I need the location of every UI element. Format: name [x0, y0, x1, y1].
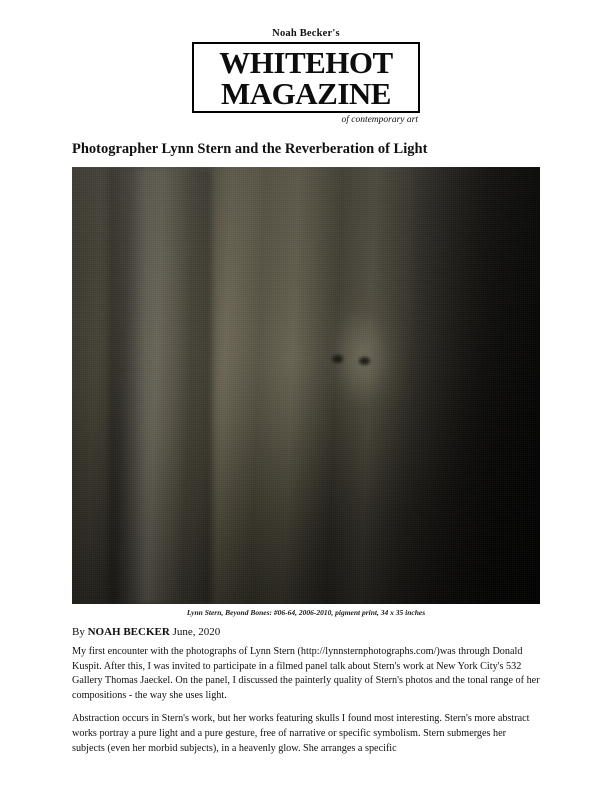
masthead-inner — [192, 28, 420, 125]
byline-prefix: By — [72, 625, 88, 638]
article-figure — [72, 167, 540, 617]
paragraph-1: My first encounter with the photographs of Lynn Stern (http://lynnsternphotographs.com/)was through Donald Kuspit. After this, I was invited to participate in a filmed panel talk about Stern's work at New York City's 532 Gallery Thomas Jaeckel. On the panel, I discussed the painterly quality of Stern's photos and the tonal range of her compositions - the way she uses light. — [72, 645, 540, 702]
masthead-kicker: Noah Becker's — [272, 28, 340, 39]
article-text — [72, 645, 540, 756]
figure-caption: Lynn Stern, Beyond Bones: #06-64, 2006-2010, pigment print, 34 x 35 inches — [186, 607, 426, 617]
beyond-bones-photograph — [72, 167, 540, 604]
byline-date: June, 2020 — [169, 625, 221, 638]
masthead — [0, 0, 612, 125]
photo-grain-layer — [72, 167, 540, 604]
page-title: Photographer Lynn Stern and the Reverberation of Light — [72, 140, 428, 157]
byline-author: NOAH BECKER — [87, 625, 170, 638]
logo-line-two: MAGAZINE — [221, 75, 391, 111]
paragraph-2: Abstraction occurs in Stern's work, but her works featuring skulls I found most interesting. Stern's more abstract works portray a pure light and a pure gesture, free of narrative or specific symbolism. Stern submerges her subjects (even her morbid subjects), in a heavenly glow. She arranges a specific — [72, 713, 530, 754]
article-body — [0, 141, 612, 757]
logo-line-one: WHITEHOT — [219, 45, 393, 80]
magazine-logo — [192, 42, 420, 113]
article-byline — [72, 626, 540, 638]
masthead-tagline: of contemporary art — [341, 114, 418, 125]
